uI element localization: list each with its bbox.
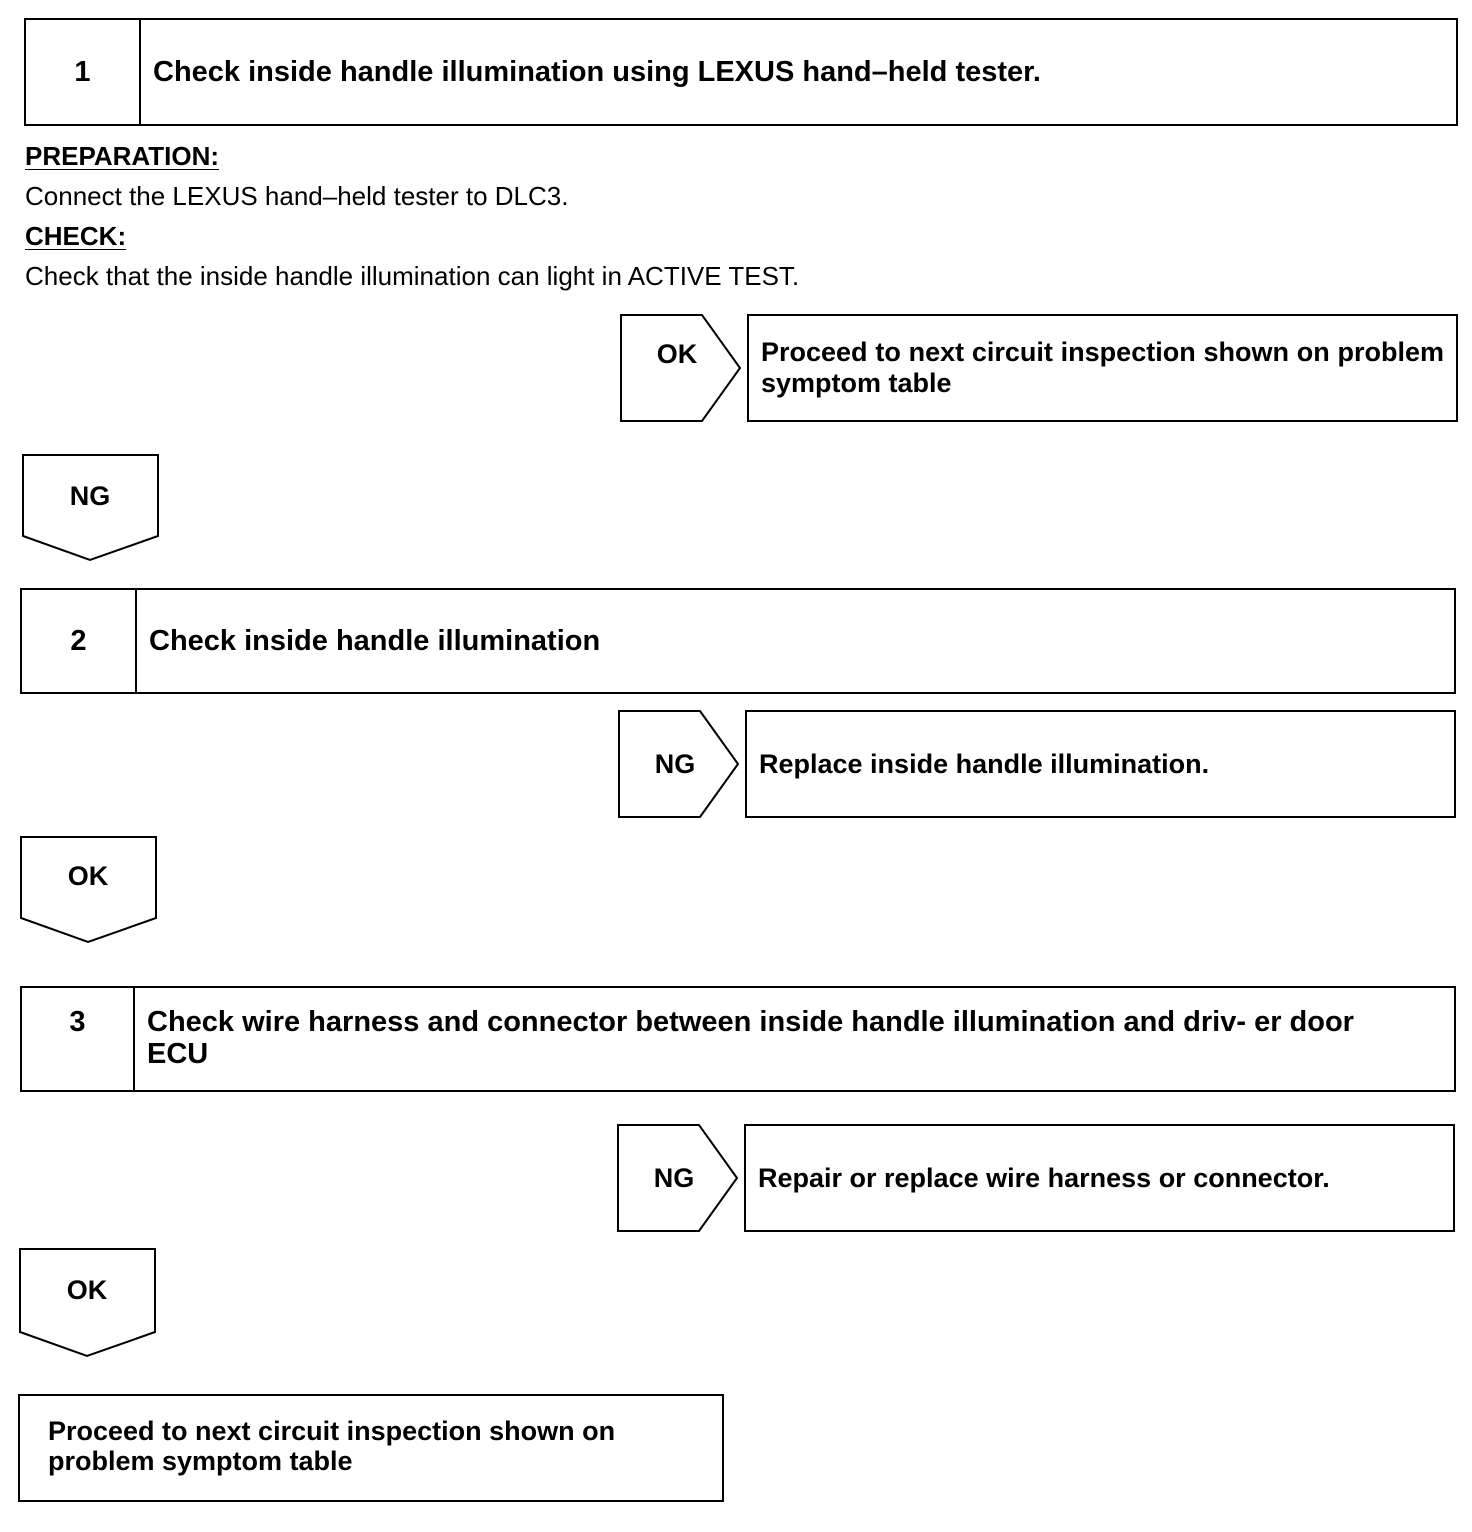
preparation-label: PREPARATION: — [25, 141, 220, 171]
step-1-number: 1 — [26, 20, 141, 124]
final-result-text: Proceed to next circuit inspection shown on problem symptom table — [48, 1416, 616, 1476]
preparation-text: Connect the LEXUS hand–held tester to DLC3. — [25, 181, 569, 211]
step-2-ng-result — [745, 710, 1456, 818]
step-1-ok-result-text: Proceed to next circuit inspection shown on problem symptom table — [761, 337, 1444, 398]
step-2-title: Check inside handle illumination — [149, 625, 601, 657]
step-1-ng-label: NG — [69, 480, 111, 511]
step-3-ng-result-text: Repair or replace wire harness or connector. — [758, 1162, 1330, 1193]
step-3-box — [20, 986, 1456, 1092]
step-2-number: 2 — [22, 590, 137, 692]
step-2-box — [20, 588, 1456, 694]
step-3-ng-label: NG — [653, 1162, 695, 1193]
step-2-ok-label: OK — [67, 860, 109, 891]
check-text: Check that the inside handle illumination can light in ACTIVE TEST. — [25, 261, 800, 291]
step-1-box — [24, 18, 1458, 126]
step-3-title: Check wire harness and connector between inside handle illumination and driv- er door ECU — [147, 1006, 1354, 1070]
step-3-ok-label: OK — [66, 1274, 108, 1305]
step-1-ok-result — [747, 314, 1458, 422]
step-1-ok-label: OK — [656, 338, 698, 369]
step-1-title: Check inside handle illumination using LEXUS hand–held tester. — [153, 56, 1041, 88]
check-label: CHECK: — [25, 221, 127, 251]
step-2-ng-label: NG — [654, 748, 696, 779]
step-2-ng-result-text: Replace inside handle illumination. — [759, 748, 1210, 779]
step-3-number: 3 — [22, 988, 135, 1090]
final-result-box — [18, 1394, 724, 1502]
step-3-ng-result — [744, 1124, 1455, 1232]
